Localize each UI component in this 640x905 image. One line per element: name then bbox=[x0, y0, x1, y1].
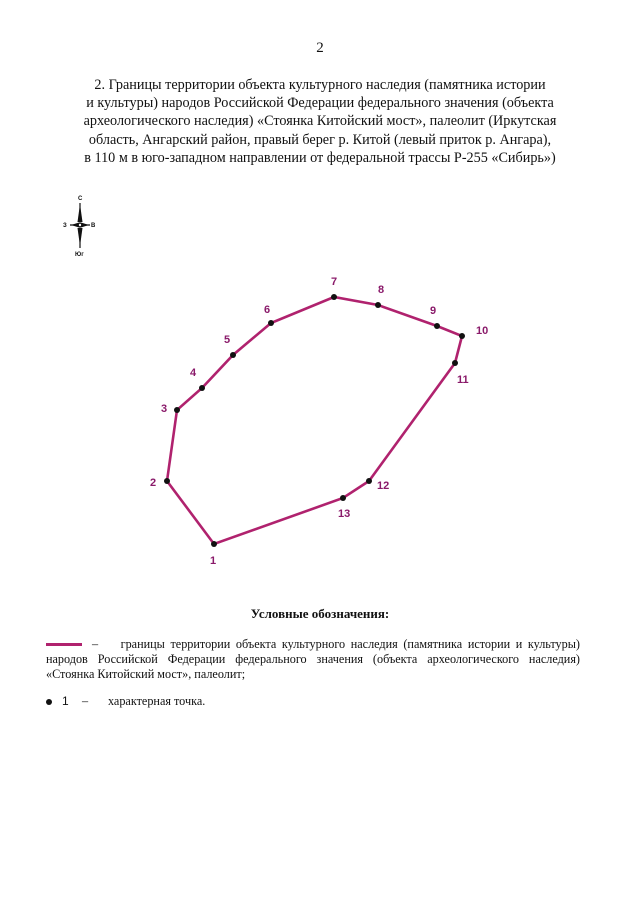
characteristic-point-12 bbox=[366, 478, 372, 484]
characteristic-point-7 bbox=[331, 294, 337, 300]
point-label-3: 3 bbox=[161, 403, 168, 415]
characteristic-point-11 bbox=[452, 360, 458, 366]
point-label-2: 2 bbox=[150, 477, 157, 489]
point-label-13: 13 bbox=[338, 508, 351, 520]
boundary-polygon bbox=[167, 297, 462, 544]
legend-boundary-dash: – bbox=[92, 637, 99, 651]
point-label-12: 12 bbox=[377, 480, 390, 492]
point-layer bbox=[150, 276, 488, 567]
point-label-8: 8 bbox=[378, 284, 385, 296]
legend-point-text: характерная точка. bbox=[108, 694, 206, 708]
legend-boundary-line-sample bbox=[46, 643, 82, 646]
compass-east-label: В bbox=[91, 223, 96, 229]
compass-north-label: С bbox=[78, 196, 83, 202]
heading-line: археологического наследия) «Стоянка Китойский мост», палеолит (Иркутская bbox=[83, 113, 557, 130]
page-number: 2 bbox=[316, 40, 324, 56]
characteristic-point-1 bbox=[211, 541, 217, 547]
legend-point-dot-icon bbox=[46, 699, 52, 705]
characteristic-point-8 bbox=[375, 302, 381, 308]
characteristic-point-10 bbox=[459, 333, 465, 339]
legend-point-dash: – bbox=[82, 694, 89, 708]
characteristic-point-6 bbox=[268, 320, 274, 326]
compass-west-label: З bbox=[63, 223, 67, 229]
point-label-5: 5 bbox=[224, 334, 231, 346]
point-label-7: 7 bbox=[331, 276, 338, 288]
point-label-11: 11 bbox=[457, 374, 469, 386]
characteristic-point-2 bbox=[164, 478, 170, 484]
legend-point-row bbox=[46, 694, 580, 709]
characteristic-point-9 bbox=[434, 323, 440, 329]
heading-line: в 110 м в юго-западном направлении от федеральной трассы Р-255 «Сибирь») bbox=[84, 149, 556, 166]
legend-boundary-text: границы территории объекта культурного наследия (памятника истории и культуры) народов Российской Федерации федерального значения (объекта археологического наследия) «Стоянка Китойский мост», палеолит; bbox=[46, 637, 580, 682]
characteristic-point-5 bbox=[230, 352, 236, 358]
heading-line: и культуры) народов Российской Федерации федерального значения (объекта bbox=[86, 95, 554, 112]
characteristic-point-3 bbox=[174, 407, 180, 413]
compass-south-label: Юг bbox=[75, 252, 84, 258]
point-label-1: 1 bbox=[210, 555, 217, 567]
heading-line: область, Ангарский район, правый берег р. Китой (левый приток р. Ангара), bbox=[88, 131, 552, 148]
point-label-10: 10 bbox=[476, 325, 489, 337]
legend-title: Условные обозначения: bbox=[250, 606, 390, 621]
heading-line: 2. Границы территории объекта культурного наследия (памятника истории bbox=[94, 77, 546, 93]
point-label-6: 6 bbox=[264, 304, 271, 316]
point-label-4: 4 bbox=[190, 367, 197, 379]
characteristic-point-13 bbox=[340, 495, 346, 501]
characteristic-point-4 bbox=[199, 385, 205, 391]
legend-point-sample-label: 1 bbox=[62, 694, 69, 708]
point-label-9: 9 bbox=[430, 305, 437, 317]
legend-boundary-row bbox=[46, 637, 580, 683]
